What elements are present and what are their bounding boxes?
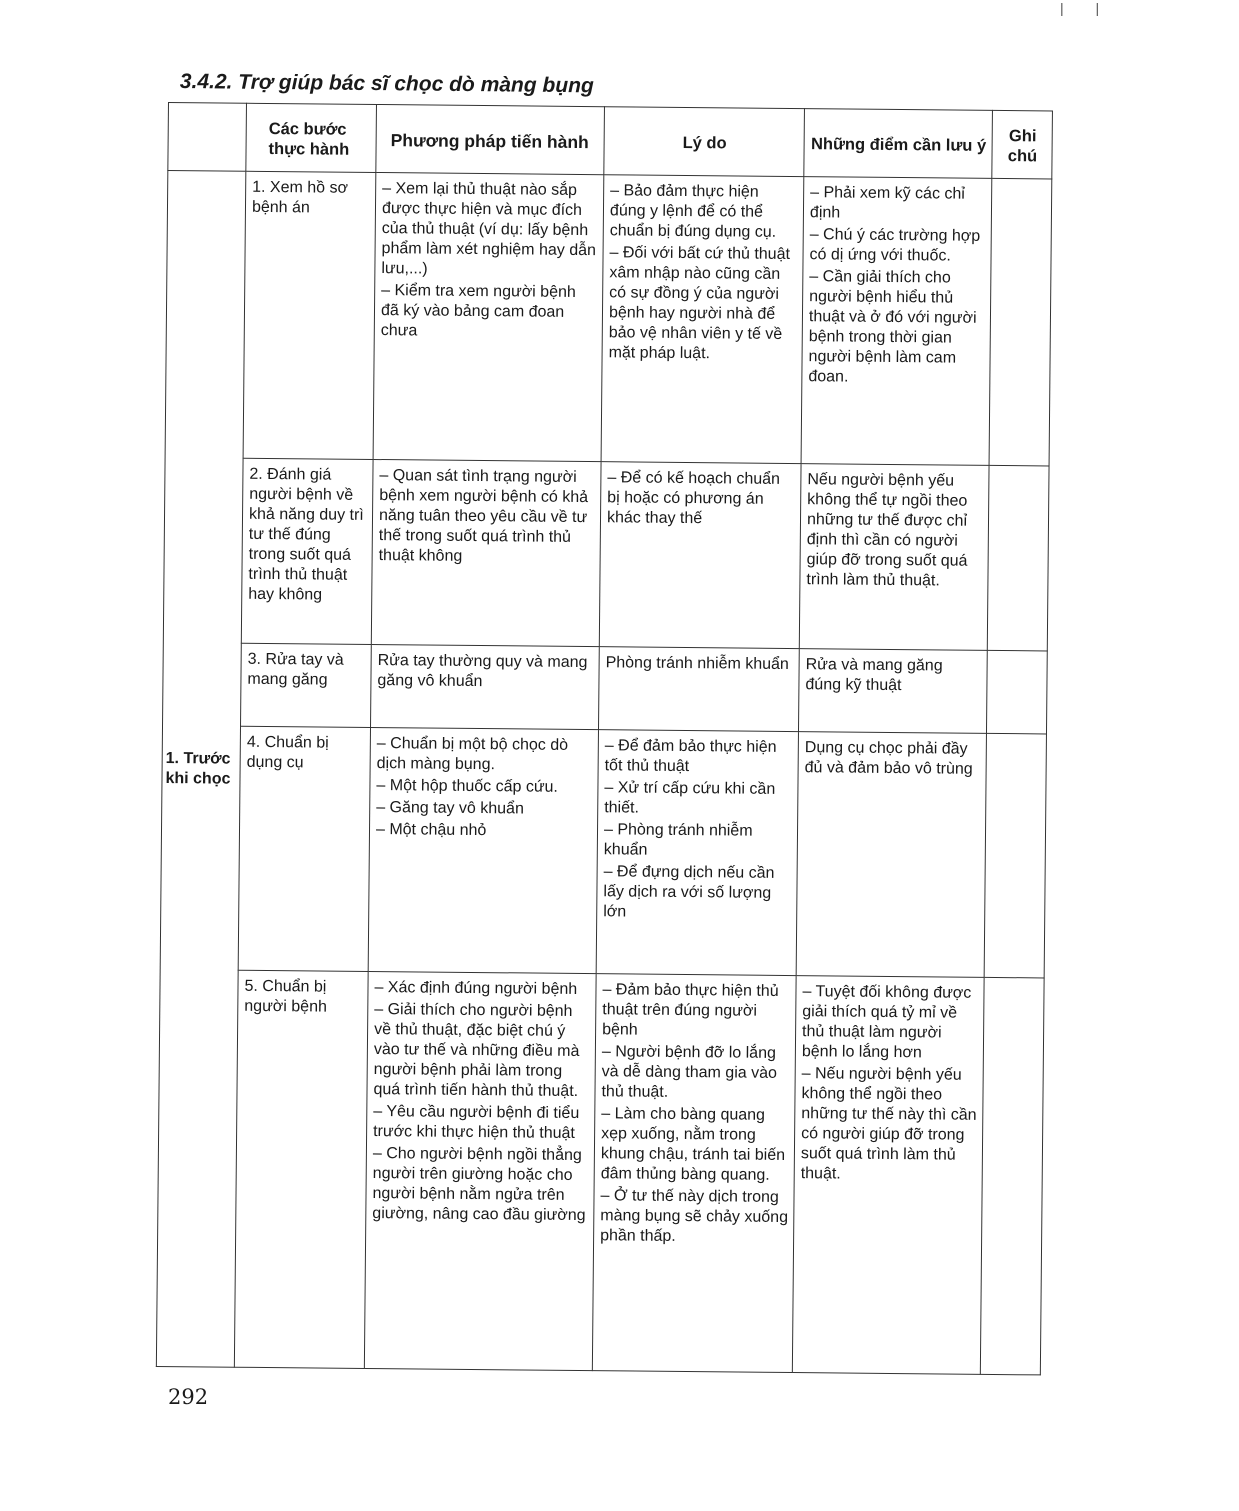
corner-marks: | | (1060, 0, 1114, 16)
header-row (168, 103, 1053, 179)
remark-cell (980, 978, 1044, 1375)
step-cell: 1. Xem hồ sơ bệnh án (243, 171, 376, 459)
cell-line: Rửa và mang găng đúng kỹ thuật (805, 656, 943, 694)
cell-line: – Nếu người bệnh yếu không thể ngồi theo những tư thế này thì cần có người giúp đỡ trong suốt quá trình làm thủ thuật. (800, 1065, 977, 1183)
step-cell: 5. Chuẩn bị người bệnh (234, 971, 368, 1369)
cell-line: Nếu người bệnh yếu không thể tự ngồi theo những tư thế được chỉ định thì cần có người giúp đỡ trong suốt quá trình làm thủ thuật. (806, 470, 968, 590)
cell-line: – Chú ý các trường hợp có dị ứng với thuốc. (809, 226, 981, 265)
remark-column-header: Ghi chú (992, 110, 1053, 179)
table-row (160, 726, 1046, 979)
cell-line: – Một hộp thuốc cấp cứu. (376, 777, 559, 797)
section-title: 3.4.2. Trợ giúp bác sĩ chọc dò màng bụng (179, 70, 594, 98)
remark-cell (984, 734, 1046, 979)
cell-line: – Đối với bất cứ thủ thuật xâm nhập nào cũng cần có sự đồng ý của người bệnh hay người nhà để bảo vệ nhân viên y tế về mặt pháp luật. (608, 244, 791, 363)
cell-line: – Người bệnh đỡ lo lắng và dễ dàng tham gia vào thủ thuật. (601, 1043, 778, 1102)
cell-line: – Đảm bảo thực hiện thủ thuật trên đúng người bệnh (602, 981, 779, 1039)
method-cell (368, 728, 598, 974)
procedure-table (156, 102, 1053, 1375)
remark-cell (989, 178, 1052, 465)
page-number: 292 (168, 1385, 209, 1409)
method-cell (364, 972, 596, 1371)
cell-line: – Cần giải thích cho người bệnh hiểu thủ thuật và ở đó với người bệnh trong thời gian người bệnh làm cam đoan. (808, 268, 977, 386)
cell-line: – Bảo đảm thực hiện đúng y lệnh để có thể chuẩn bị đúng dụng cụ. (609, 182, 777, 241)
method-cell (371, 459, 601, 646)
notes-cell (796, 732, 986, 978)
phase-cell: 1. Trước khi chọc (156, 171, 245, 1368)
notes-cell (792, 976, 984, 1374)
notes-column-header: Những điểm cần lưu ý (804, 109, 993, 179)
step-cell: 4. Chuẩn bị dụng cụ (238, 726, 370, 971)
table-row (156, 970, 1044, 1375)
cell-line: Rửa tay thường quy và mang găng vô khuẩn (377, 651, 588, 690)
method-cell (371, 644, 600, 730)
cell-line: – Găng tay vô khuẩn (376, 799, 524, 818)
step-cell: 2. Đánh giá người bệnh về khả năng duy trì tư thế đúng trong suốt quá trình thủ thuật hay không (241, 458, 373, 644)
cell-line: – Xử trí cấp cứu khi cần thiết. (604, 779, 776, 817)
cell-line: – Quan sát tình trạng người bệnh xem người bệnh có khả năng tuân theo yêu cầu về tư thế trong suốt quá trình thủ thuật không (378, 466, 589, 565)
method-column-header: Phương pháp tiến hành (376, 105, 605, 175)
step-column-header: Các bước thực hành (246, 103, 377, 172)
cell-line: – Để đảm bảo thực hiện tốt thủ thuật (604, 737, 777, 776)
cell-line: – Để có kế hoạch chuẩn bị hoặc có phương án khác thay thế (606, 469, 781, 527)
cell-line: – Phải xem kỹ các chỉ định (809, 184, 965, 222)
table-row (165, 171, 1052, 466)
remark-cell (987, 465, 1049, 651)
cell-line: – Tuyệt đối không được giải thích quá tỷ mỉ về thủ thuật làm người bệnh lo lắng hơn (801, 983, 972, 1062)
cell-line: Phòng tránh nhiễm khuẩn (605, 654, 789, 673)
notes-cell (801, 177, 992, 466)
remark-cell (986, 650, 1047, 734)
cell-line: Dụng cụ chọc phải đầy đủ và đảm bảo vô trùng (804, 739, 973, 779)
notes-cell (798, 648, 987, 733)
cell-line: – Một chậu nhỏ (375, 821, 487, 840)
cell-line: – Giải thích cho người bệnh về thủ thuật, đặc biệt chú ý vào tư thế và những điều mà người bệnh phải làm trong quá trình tiến hành thủ thuật. (373, 1001, 580, 1101)
cell-line: – Chuẩn bị một bộ chọc dò dịch màng bụng. (376, 735, 569, 774)
phase-column-header (168, 103, 247, 172)
cell-line: – Ở tư thế này dịch trong màng bụng sẽ chảy xuống phần thấp. (600, 1187, 789, 1246)
reason-cell (592, 974, 796, 1373)
notes-cell (799, 463, 989, 650)
method-cell (373, 172, 604, 461)
reason-column-header: Lý do (604, 107, 805, 177)
reason-cell (596, 730, 798, 976)
cell-line: – Xem lại thủ thuật nào sắp được thực hiện và mục đích của thủ thuật (ví dụ: lấy bệnh phẩm làm xét nghiệm hay dẫn lưu,...) (381, 180, 597, 278)
table-row (163, 642, 1048, 734)
table-row (163, 457, 1049, 651)
cell-line: – Làm cho bàng quang xẹp xuống, nằm trong khung chậu, tránh tai biến đâm thủng bàng quang. (600, 1105, 786, 1185)
reason-cell (598, 647, 799, 732)
reason-cell (599, 461, 801, 648)
reason-cell (601, 175, 804, 464)
cell-line: – Xác định đúng người bệnh (374, 979, 578, 999)
cell-line: – Phòng tránh nhiễm khuẩn (603, 821, 753, 859)
cell-line: – Kiểm tra xem người bệnh đã ký vào bảng cam đoan chưa (380, 282, 576, 340)
step-cell: 3. Rửa tay và mang găng (241, 643, 372, 728)
cell-line: – Để đựng dịch nếu cần lấy dịch ra với số lượng lớn (603, 863, 775, 921)
cell-line: – Cho người bệnh ngồi thẳng người trên giường hoặc cho người bệnh nằm ngửa trên giường, nâng cao đầu giường (372, 1145, 586, 1225)
cell-line: – Yêu cầu người bệnh đi tiểu trước khi thực hiện thủ thuật (373, 1103, 580, 1143)
